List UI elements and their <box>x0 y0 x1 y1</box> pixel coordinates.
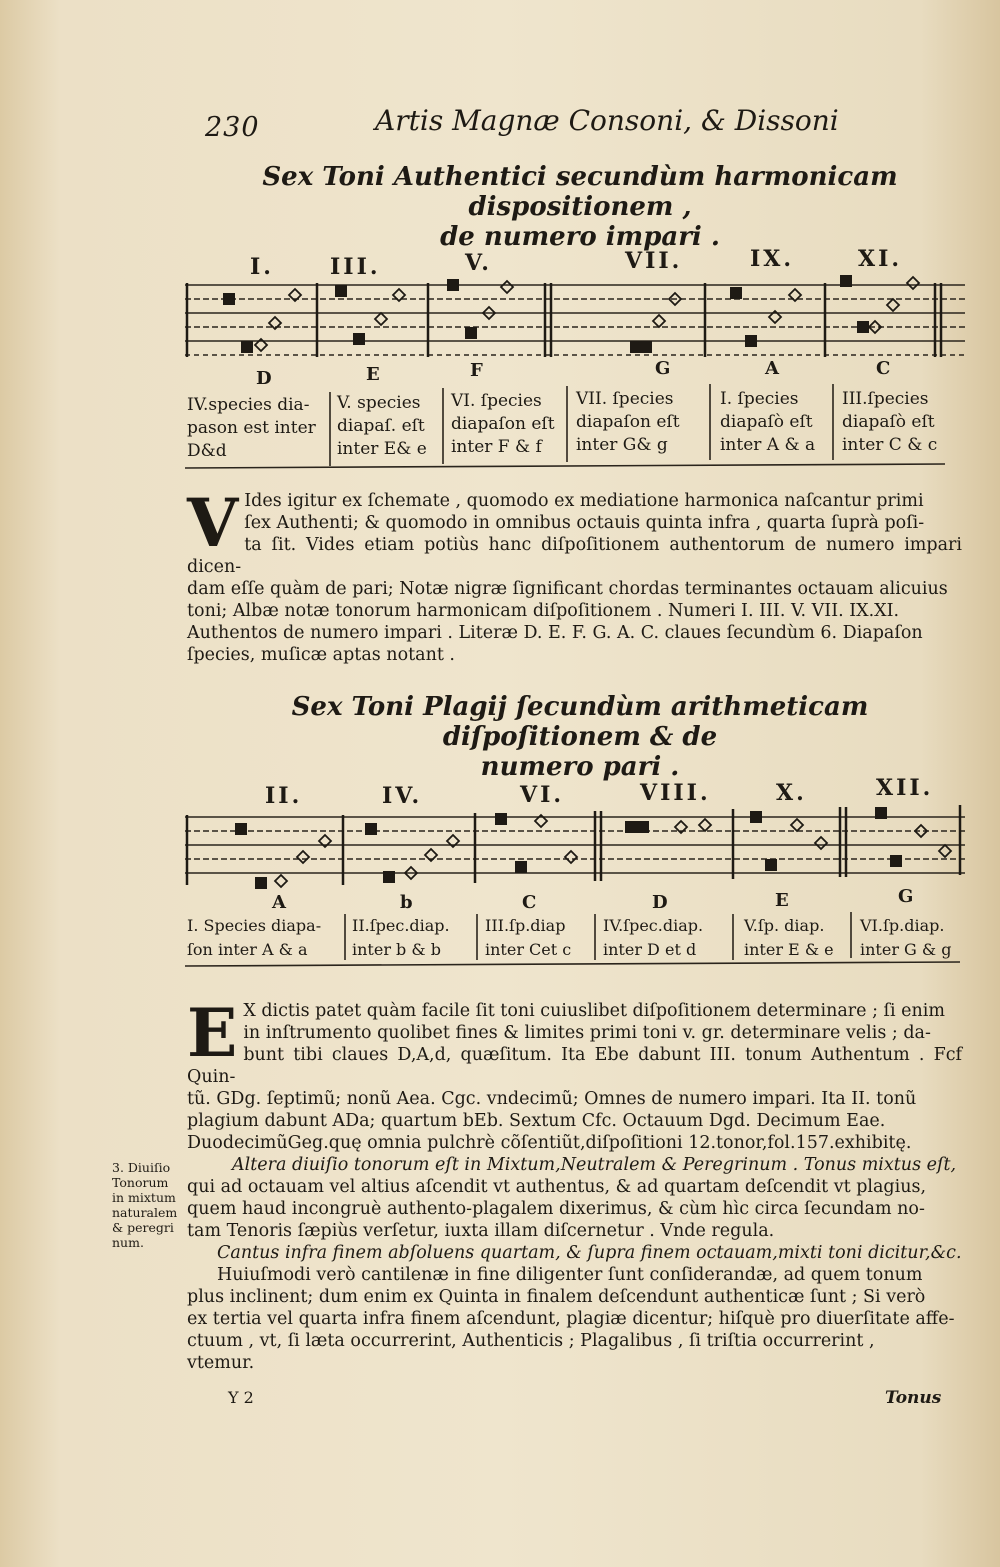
staff-plagal <box>185 805 965 895</box>
staff-authentic <box>185 275 965 365</box>
text-line: tam Tenoris ſæpiùs verſetur, iuxta illam diſcernetur . Vnde regula. <box>187 1221 775 1241</box>
text-line: tũ. GDg. ſeptimũ; nonũ Aea. Cgc. vndecimũ; Omnes de numero impari. Ita II. tonũ <box>187 1089 917 1109</box>
key-a: A <box>765 358 779 379</box>
species-line: II.ſpec.diap. <box>352 916 450 935</box>
key-d-plagal: D <box>652 892 668 913</box>
numeral-3: III. <box>330 254 381 280</box>
species-line: D&d <box>187 441 227 461</box>
species-line: diapaſon eſt <box>451 414 555 434</box>
species-line: V.ſp. diap. <box>744 916 825 935</box>
text-line: Ides igitur ex ſchemate , quomodo ex mediatione harmonica naſcantur primi <box>244 491 924 511</box>
species-line: III.ſp.diap <box>485 916 566 935</box>
species-line: inter D et d <box>603 940 697 959</box>
text-line: vtemur. <box>187 1353 255 1373</box>
numeral-10: X. <box>776 780 807 806</box>
page-header <box>205 100 965 143</box>
species-line: I. Species diapa- <box>187 916 322 935</box>
species-line: VII. ſpecies <box>576 389 674 409</box>
drop-cap-e: E <box>187 994 238 1072</box>
margin-note <box>112 1160 184 1250</box>
text-line: plus inclinent; dum enim ex Quinta in finalem deſcendunt authenticæ ſunt ; Si verò <box>187 1287 926 1307</box>
text-line: quem haud incongruè authento-plagalem dixerimus, & cùm hìc circa ſecundam no- <box>187 1199 925 1219</box>
key-e-plagal: E <box>775 890 789 911</box>
margin-line: in mixtum <box>112 1190 176 1205</box>
section2-title-line2: numero pari . <box>480 752 680 782</box>
section1-title <box>200 162 960 252</box>
key-a-plagal: A <box>272 892 286 913</box>
text-line: DuodecimũGeg.quę omnia pulchrè cõſentiũt,diſpoſitioni 12.tonor,fol.157.exhibitę. <box>187 1133 912 1153</box>
species-line: IV.ſpec.diap. <box>603 916 704 935</box>
paragraph-tone-determination <box>187 994 962 1374</box>
section1-title-line2: de numero impari . <box>440 222 720 252</box>
key-b-plagal: b <box>400 892 413 913</box>
species-line: inter F & f <box>451 437 542 457</box>
species-line: inter C & c <box>842 435 938 455</box>
species-line: inter E & e <box>744 940 834 959</box>
section1-title-line1: Sex Toni Authentici secundùm harmonicam dispositionem , <box>262 162 898 222</box>
species-line: diapaſò eſt <box>720 412 813 432</box>
species-line: diapaſò eſt <box>842 412 935 432</box>
species-line: V. species <box>337 393 421 413</box>
species-line: ſon inter A & a <box>187 940 308 959</box>
species-line: VI.ſp.diap. <box>860 916 945 935</box>
text-line: Huiuſmodi verò cantilenæ in fine diligenter ſunt conſiderandæ, ad quem tonum <box>217 1265 923 1285</box>
text-line: in inſtrumento quolibet fines & limites primi toni v. gr. determinare velis ; da- <box>243 1023 931 1043</box>
margin-line: Tonorum <box>112 1175 169 1190</box>
numeral-1: I. <box>250 254 274 280</box>
species-dividers-1 <box>185 384 965 474</box>
numeral-12: XII. <box>876 775 934 801</box>
numeral-2: II. <box>265 783 303 809</box>
text-line: Authentos de numero impari . Literæ D. E. F. G. A. C. claues ſecundùm 6. Diapaſon <box>187 623 923 643</box>
text-line: dam eſſe quàm de pari; Notæ nigræ ſignificant chordas terminantes octauam alicuius <box>187 579 948 599</box>
species-line: diapaſ. eſt <box>337 416 425 436</box>
text-line: toni; Albæ notæ tonorum harmonicam diſpoſitionem . Numeri I. III. V. VII. IX.XI. <box>187 601 900 621</box>
margin-line: num. <box>112 1235 144 1250</box>
key-e: E <box>366 364 380 385</box>
numeral-9: IX. <box>750 246 795 272</box>
section2-title-line1: Sex Toni Plagij ſecundùm arithmeticam diſpoſitionem & de <box>291 692 869 752</box>
species-line: inter G& g <box>576 435 668 455</box>
text-line: ſex Authenti; & quomodo in omnibus octauis quinta infra , quarta ſuprà poſi- <box>244 513 925 533</box>
rule-line: Cantus infra finem abſoluens quartam, & ſupra finem octauam,mixti toni dicitur,&c. <box>217 1243 962 1263</box>
margin-line: 3. Diuiſio <box>112 1160 171 1175</box>
catchword: Tonus <box>885 1388 942 1408</box>
species-line: diapaſon eſt <box>576 412 680 432</box>
species-line: VI. ſpecies <box>451 391 542 411</box>
key-d: D <box>256 368 272 389</box>
text-line: Altera diuiſio tonorum eſt in Mixtum,Neutralem & Peregrinum . Tonus mixtus eſt, <box>232 1155 957 1175</box>
text-line: ctuum , vt, ſi læta occurrerint, Authenticis ; Plagalibus , ſi triſtia occurrerint , <box>187 1331 875 1351</box>
key-f: F <box>470 360 483 381</box>
section2-title <box>200 692 960 782</box>
species-line: inter A & a <box>720 435 816 455</box>
margin-line: naturalem <box>112 1205 178 1220</box>
species-line: III.ſpecies <box>842 389 929 409</box>
signature-mark: Y 2 <box>228 1388 254 1407</box>
numeral-8: VIII. <box>640 780 711 806</box>
species-line: inter Cet c <box>485 940 572 959</box>
running-title: Artis Magnæ Consoni, & Dissoni <box>375 104 839 137</box>
numeral-6: VI. <box>520 782 565 808</box>
numeral-5: V. <box>465 250 492 276</box>
species-dividers-2 <box>185 910 965 970</box>
text-line: bunt tibi claues D,A,d, quæſitum. Ita Ebe dabunt III. tonum Authentum . Fcf Quin- <box>187 1045 962 1087</box>
species-line: pason est inter <box>187 418 316 438</box>
key-g-plagal: G <box>898 886 914 907</box>
numeral-7: VII. <box>625 248 683 274</box>
species-line: IV.species dia- <box>187 395 310 415</box>
text-line: ex tertia vel quarta infra finem aſcendunt, plagiæ dicentur; hiſquè pro diuerſitate affe- <box>187 1309 955 1329</box>
key-c: C <box>876 358 891 379</box>
drop-cap-v: V <box>187 484 239 562</box>
page-number: 230 <box>205 112 260 143</box>
paragraph-authentic-explanation <box>187 484 962 666</box>
species-line: I. ſpecies <box>720 389 799 409</box>
numeral-4: IV. <box>382 783 423 809</box>
numeral-11: XI. <box>858 246 903 272</box>
species-line: inter E& e <box>337 439 427 459</box>
species-line: inter b & b <box>352 940 441 959</box>
key-g: G <box>655 358 671 379</box>
margin-line: & peregri <box>112 1220 174 1235</box>
text-line: qui ad octauam vel altius aſcendit vt authentus, & ad quartam deſcendit vt plagius, <box>187 1177 927 1197</box>
text-line: ta ſit. Vides etiam potiùs hanc diſpoſitionem authentorum de numero impari dicen- <box>187 535 962 577</box>
text-line: ſpecies, muſicæ aptas notant . <box>187 645 455 665</box>
species-line: inter G & g <box>860 940 952 959</box>
text-line: X dictis patet quàm facile ſit toni cuiuslibet diſpoſitionem determinare ; ſi enim <box>243 1001 945 1021</box>
text-line: plagium dabunt ADa; quartum bEb. Sextum Cfc. Octauum Dgd. Decimum Eae. <box>187 1111 886 1131</box>
key-c-plagal: C <box>522 892 537 913</box>
